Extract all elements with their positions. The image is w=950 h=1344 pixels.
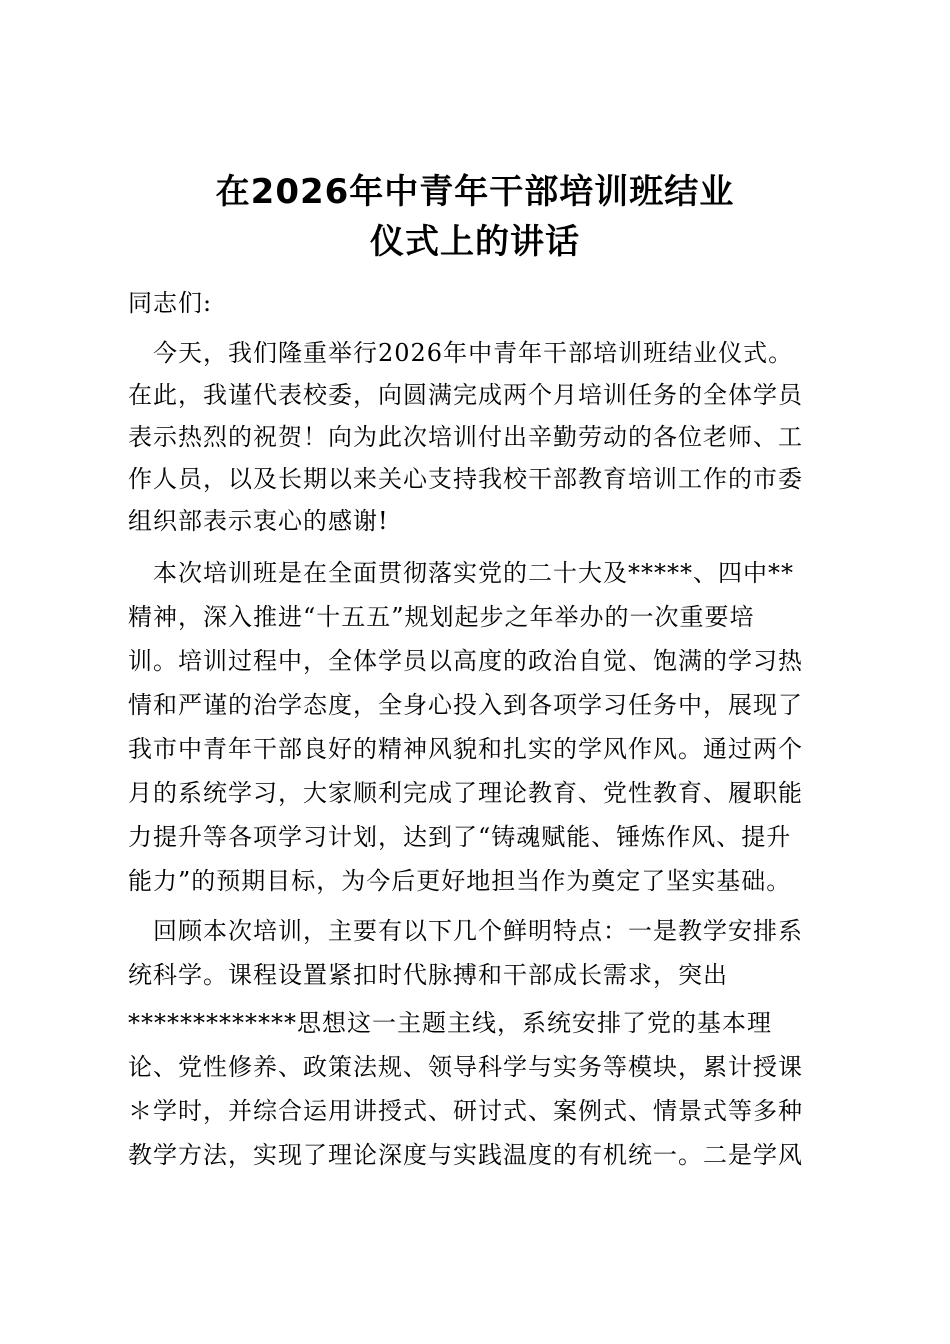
salutation: 同志们: (128, 289, 213, 317)
paragraph-line: 我市中青年干部良好的精神风貌和扎实的学风作风。通过两个 (128, 735, 803, 763)
paragraph-line: 训。培训过程中，全体学员以高度的政治自觉、饱满的学习热 (128, 647, 803, 675)
paragraph-line: ＊学时，并综合运用讲授式、研讨式、案例式、情景式等多种 (128, 1097, 803, 1125)
paragraph-line: 情和严谨的治学态度，全身心投入到各项学习任务中，展现了 (128, 691, 803, 719)
paragraph-line: *************思想这一主题主线，系统安排了党的基本理 (128, 1009, 772, 1037)
paragraph-line: 月的系统学习，大家顺利完成了理论教育、党性教育、履职能 (128, 779, 803, 807)
paragraph-line: 今天，我们隆重举行2026年中青年干部培训班结业仪式。 (128, 339, 794, 367)
document-title-line-2: 仪式上的讲话 (370, 222, 580, 262)
paragraph-line: 在此，我谨代表校委，向圆满完成两个月培训任务的全体学员 (128, 381, 803, 409)
paragraph-line: 表示热烈的祝贺！向为此次培训付出辛勤劳动的各位老师、工 (128, 423, 803, 451)
paragraph-line: 论、党性修养、政策法规、领导科学与实务等模块，累计授课 (128, 1053, 803, 1081)
paragraph-line: 回顾本次培训，主要有以下几个鲜明特点：一是教学安排系 (128, 917, 803, 945)
paragraph-line: 组织部表示衷心的感谢! (128, 507, 389, 535)
paragraph-line: 本次培训班是在全面贯彻落实党的二十大及*****、四中** (128, 559, 794, 587)
paragraph-line: 统科学。课程设置紧扣时代脉搏和干部成长需求，突出 (128, 961, 728, 989)
paragraph-line: 精神，深入推进“十五五”规划起步之年举办的一次重要培 (128, 603, 755, 631)
paragraph-line: 作人员，以及长期以来关心支持我校干部教育培训工作的市委 (128, 465, 803, 493)
paragraph-line: 力提升等各项学习计划，达到了“铸魂赋能、锤炼作风、提升 (128, 823, 792, 851)
paragraph-line: 教学方法，实现了理论深度与实践温度的有机统一。二是学风 (128, 1141, 803, 1169)
paragraph-line: 能力”的预期目标，为今后更好地担当作为奠定了坚实基础。 (128, 867, 792, 895)
document-title-line-1: 在2026年中青年干部培训班结业 (215, 172, 735, 212)
